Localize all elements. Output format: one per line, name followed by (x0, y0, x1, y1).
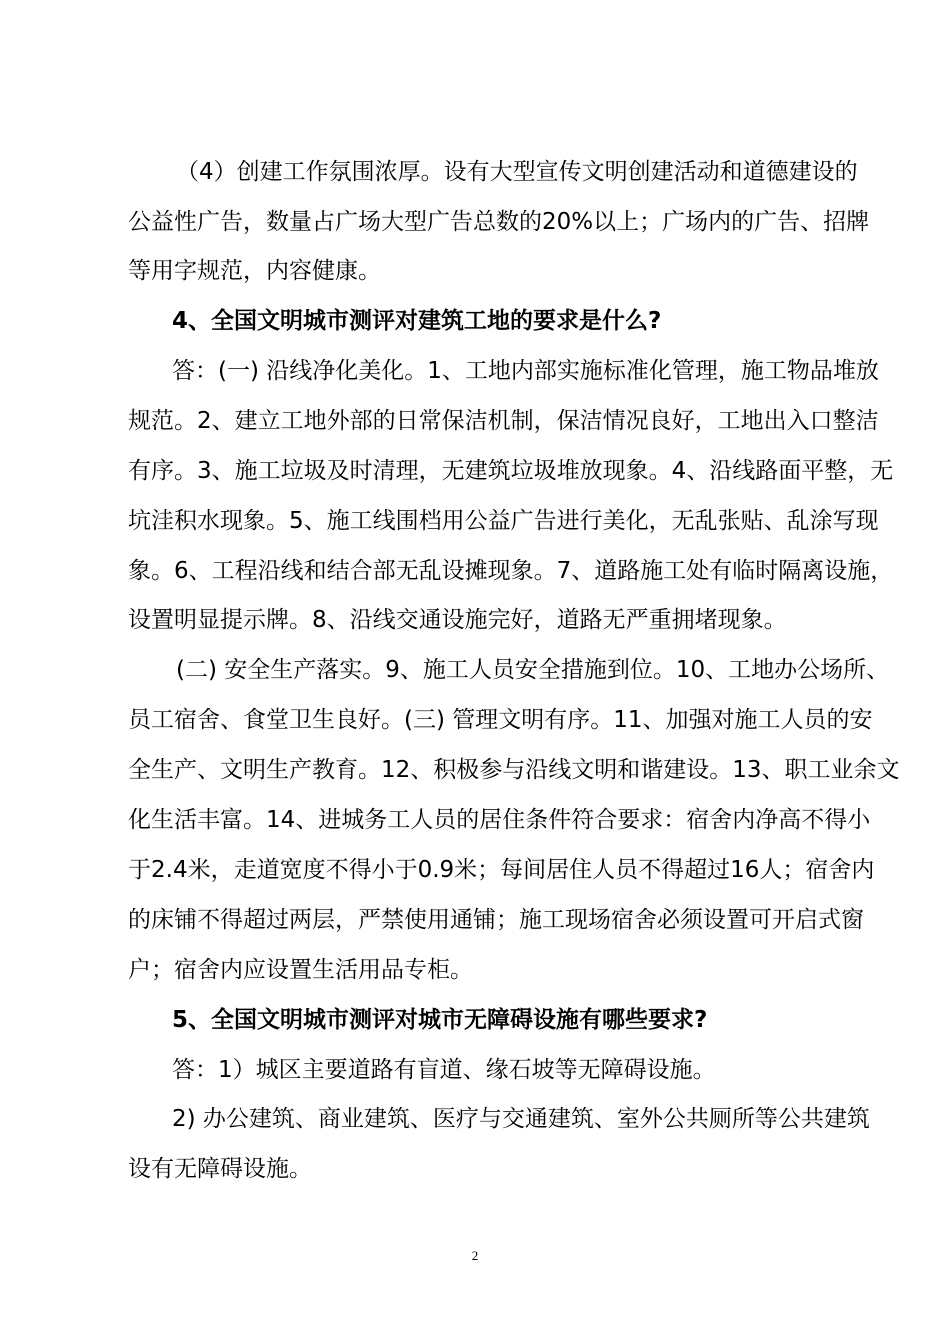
paragraph-line: 于2.4米，走道宽度不得小于0.9米；每间居住人员不得超过16人；宿舍内 (128, 857, 875, 883)
paragraph-line: 的床铺不得超过两层，严禁使用通铺；施工现场宿舍必须设置可开启式窗 (128, 907, 864, 933)
paragraph-line: 2) 办公建筑、商业建筑、医疗与交通建筑、室外公共厕所等公共建筑 (172, 1106, 870, 1132)
paragraph-line: 答：1）城区主要道路有盲道、缘石坡等无障碍设施。 (172, 1057, 716, 1083)
paragraph-line: 户；宿舍内应设置生活用品专柜。 (128, 957, 473, 983)
paragraph-line: 等用字规范，内容健康。 (128, 258, 381, 284)
page-number: 2 (471, 1248, 479, 1263)
paragraph-line: 规范。2、建立工地外部的日常保洁机制，保洁情况良好，工地出入口整洁 (128, 408, 879, 434)
paragraph-line: （4）创建工作氛围浓厚。设有大型宣传文明创建活动和道德建设的 (176, 159, 858, 185)
paragraph-line: 化生活丰富。14、进城务工人员的居住条件符合要求：宿舍内净高不得小 (128, 807, 871, 833)
paragraph-line: 员工宿舍、食堂卫生良好。(三) 管理文明有序。11、加强对施工人员的安 (128, 707, 873, 733)
paragraph-line: 公益性广告，数量占广场大型广告总数的20%以上；广场内的广告、招牌 (128, 209, 870, 235)
paragraph-line: 有序。3、施工垃圾及时清理，无建筑垃圾堆放现象。4、沿线路面平整，无 (128, 458, 894, 484)
section-heading-q5: 5、全国文明城市测评对城市无障碍设施有哪些要求? (172, 1007, 708, 1033)
paragraph-line: 象。6、工程沿线和结合部无乱设摊现象。7、道路施工处有临时隔离设施， (128, 558, 894, 584)
paragraph-line: 答：(一) 沿线净化美化。1、工地内部实施标准化管理，施工物品堆放 (172, 358, 879, 384)
paragraph-line: 坑洼积水现象。5、施工线围档用公益广告进行美化，无乱张贴、乱涂写现 (128, 508, 879, 534)
paragraph-line: 设置明显提示牌。8、沿线交通设施完好，道路无严重拥堵现象。 (128, 607, 787, 633)
paragraph-line: 设有无障碍设施。 (128, 1156, 312, 1182)
section-heading-q4: 4、全国文明城市测评对建筑工地的要求是什么? (172, 308, 662, 334)
paragraph-line: 全生产、文明生产教育。12、积极参与沿线文明和谐建设。13、职工业余文 (128, 757, 900, 783)
paragraph-line: (二) 安全生产落实。9、施工人员安全措施到位。10、工地办公场所、 (176, 657, 890, 683)
